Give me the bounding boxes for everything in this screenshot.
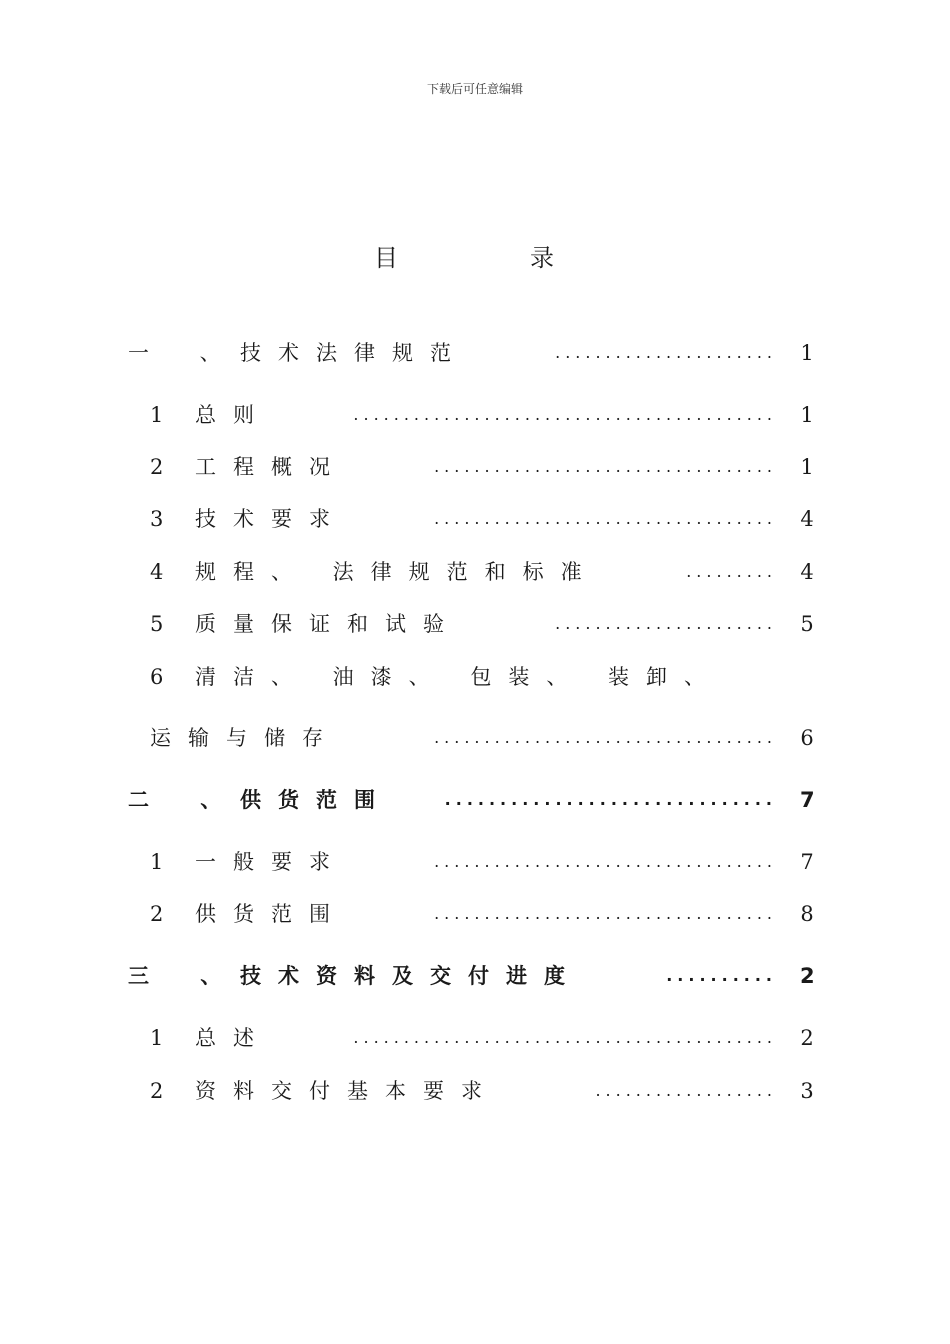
toc-number: 2 <box>150 1079 164 1103</box>
toc-text: 规程、 法律规范和标准 <box>195 560 599 584</box>
toc-number: 2 <box>150 455 164 479</box>
toc-section-2[interactable] <box>0 785 950 815</box>
toc-leader-dots: .................................. <box>434 904 777 923</box>
toc-leader-dots: ...................... <box>555 614 777 633</box>
toc-title <box>0 238 950 270</box>
toc-text: 一般要求 <box>195 850 347 874</box>
toc-section-1[interactable] <box>0 338 950 368</box>
toc-number: 一 、 <box>128 341 243 365</box>
toc-text: 技术要求 <box>195 507 347 531</box>
toc-text: 供货范围 <box>240 788 392 812</box>
toc-page-number: 5 <box>800 612 814 636</box>
toc-leader-dots: .......... <box>666 966 777 985</box>
toc-text: 技术法律规范 <box>240 341 468 365</box>
toc-number: 1 <box>150 403 164 427</box>
toc-page-number: 8 <box>800 902 814 926</box>
toc-text: 供货范围 <box>195 902 347 926</box>
toc-leader-dots: .......................................... <box>353 1028 777 1047</box>
toc-leader-dots: .................................. <box>434 457 777 476</box>
toc-entry[interactable] <box>0 662 950 692</box>
toc-number: 二 、 <box>128 788 244 812</box>
toc-number: 2 <box>150 902 164 926</box>
toc-leader-dots: .......................................... <box>353 405 777 424</box>
toc-page-number: 3 <box>800 1079 814 1103</box>
toc-leader-dots: .................................. <box>434 509 777 528</box>
toc-leader-dots: ...................... <box>555 343 777 362</box>
toc-entry[interactable] <box>0 452 950 482</box>
toc-text: 总述 <box>195 1026 271 1050</box>
toc-leader-dots: .................................. <box>434 852 777 871</box>
toc-text: 资料交付基本要求 <box>195 1079 499 1103</box>
toc-text: 质量保证和试验 <box>195 612 461 636</box>
toc-leader-dots: .................................. <box>434 728 777 747</box>
toc-title-left: 目 <box>374 244 398 272</box>
toc-entry[interactable] <box>0 400 950 430</box>
toc-page-number: 2 <box>800 964 815 988</box>
toc-entry[interactable] <box>0 1076 950 1106</box>
toc-page-number: 1 <box>800 455 814 479</box>
toc-text: 运输与储存 <box>150 726 340 750</box>
toc-text: 总则 <box>195 403 271 427</box>
toc-number: 4 <box>150 560 164 584</box>
toc-page-number: 1 <box>800 341 814 365</box>
toc-page-number: 2 <box>800 1026 814 1050</box>
toc-number: 1 <box>150 850 164 874</box>
toc-leader-dots: .................. <box>595 1081 777 1100</box>
toc-title-right: 录 <box>530 244 554 272</box>
toc-number: 6 <box>150 665 164 689</box>
toc-entry[interactable] <box>0 899 950 929</box>
toc-number: 1 <box>150 1026 164 1050</box>
toc-page-number: 6 <box>800 726 814 750</box>
toc-page-number: 4 <box>800 507 814 531</box>
toc-entry[interactable] <box>0 557 950 587</box>
toc-entry[interactable] <box>0 504 950 534</box>
toc-entry[interactable] <box>0 609 950 639</box>
toc-page-number: 7 <box>800 788 815 812</box>
toc-text: 技术资料及交付进度 <box>240 964 582 988</box>
toc-page-number: 1 <box>800 403 814 427</box>
toc-entry-continuation[interactable] <box>0 723 950 753</box>
toc-leader-dots: ......... <box>686 562 777 581</box>
toc-leader-dots: .............................. <box>444 790 777 809</box>
toc-entry[interactable] <box>0 847 950 877</box>
toc-entry[interactable] <box>0 1023 950 1053</box>
toc-section-3[interactable] <box>0 961 950 991</box>
toc-text: 工程概况 <box>195 455 347 479</box>
toc-text: 清洁、 油漆、 包装、 装卸、 <box>195 665 723 689</box>
toc-number: 5 <box>150 612 164 636</box>
toc-page-number: 4 <box>800 560 814 584</box>
page-header-note: 下载后可任意编辑 <box>426 82 523 96</box>
toc-page-number: 7 <box>800 850 814 874</box>
toc-number: 3 <box>150 507 164 531</box>
toc-number: 三 、 <box>128 964 244 988</box>
